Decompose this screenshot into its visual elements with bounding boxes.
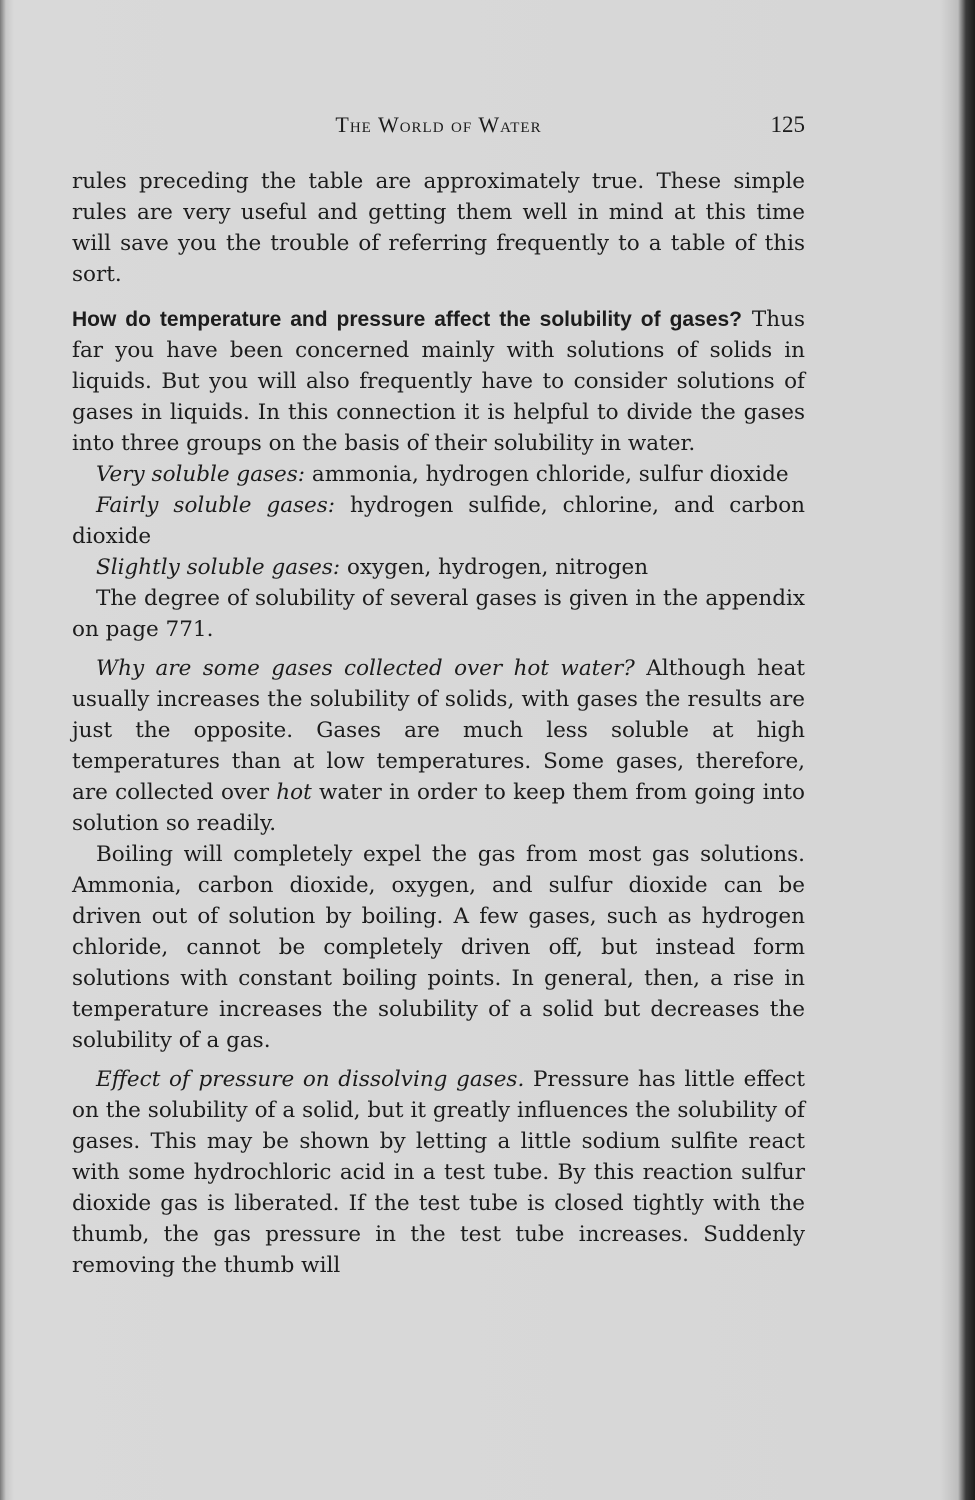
list-text: ammonia, hydrogen chloride, sulfur dioxide	[305, 462, 789, 487]
paragraph-text: water in order to keep them from going into solution so readily.	[72, 780, 805, 836]
label-fairly-soluble: Fairly soluble gases:	[96, 493, 336, 518]
paragraph-rules: rules preceding the table are approximately true. These simple rules are very useful and getting them well in mind at this time will save you the trouble of referring frequently to a table of this sort.	[72, 169, 805, 287]
paragraph-boiling: Boiling will completely expel the gas from most gas solutions. Ammonia, carbon dioxide, oxygen, and sulfur dioxide can be driven out of solution by boiling. A few gases, such as hydrogen chloride, cannot be completely driven off, but instead form solutions with constant boiling points. In general, then, a rise in temperature increases the solubility of a solid but decreases the solubility of a gas.	[72, 842, 805, 1053]
paragraph-text: Pressure has little effect on the solubility of a solid, but it greatly influences the solubility of gases. This may be shown by letting a little sodium sulfite react with some hydrochloric acid in a test tube. By this reaction sulfur dioxide gas is liberated. If the test tube is closed tightly with the thumb, the gas pressure in the test tube increases. Suddenly removing the thumb will	[72, 1067, 805, 1278]
label-very-soluble: Very soluble gases:	[96, 462, 306, 487]
emphasis-hot: hot	[276, 780, 312, 805]
paragraph-pressure	[72, 1064, 805, 1281]
body-text	[72, 166, 805, 1281]
paragraph-gases-solubility	[72, 304, 805, 459]
paragraph-text: Although heat usually increases the solubility of solids, with gases the results are just the opposite. Gases are much less soluble at high temperatures than at low temperatures. Some gases, therefore, are collected over	[72, 656, 805, 805]
page-header	[72, 112, 805, 142]
list-item-slightly-soluble	[72, 552, 805, 583]
list-text: hydrogen sulfide, chlorine, and carbon dioxide	[72, 493, 805, 549]
section-heading-pressure: Effect of pressure on dissolving gases.	[96, 1067, 525, 1092]
list-item-fairly-soluble	[72, 490, 805, 552]
page-number: 125	[770, 112, 805, 137]
paragraph-hot-water	[72, 653, 805, 839]
paragraph-degree: The degree of solubility of several gases is given in the appendix on page 771.	[72, 586, 805, 642]
label-slightly-soluble: Slightly soluble gases:	[96, 555, 341, 580]
paragraph-text: Thus far you have been concerned mainly with solutions of solids in liquids. But you will also frequently have to consider solutions of gases in liquids. In this connection it is helpful to divide the gases into three groups on the basis of their solubility in water.	[72, 307, 805, 456]
section-heading-temperature-pressure: How do temperature and pressure affect the solubility of gases?	[72, 308, 742, 331]
running-title: The World of Water	[335, 112, 542, 137]
section-heading-hot-water: Why are some gases collected over hot water?	[96, 656, 635, 681]
list-item-very-soluble	[72, 459, 805, 490]
list-text: oxygen, hydrogen, nitrogen	[340, 555, 649, 580]
